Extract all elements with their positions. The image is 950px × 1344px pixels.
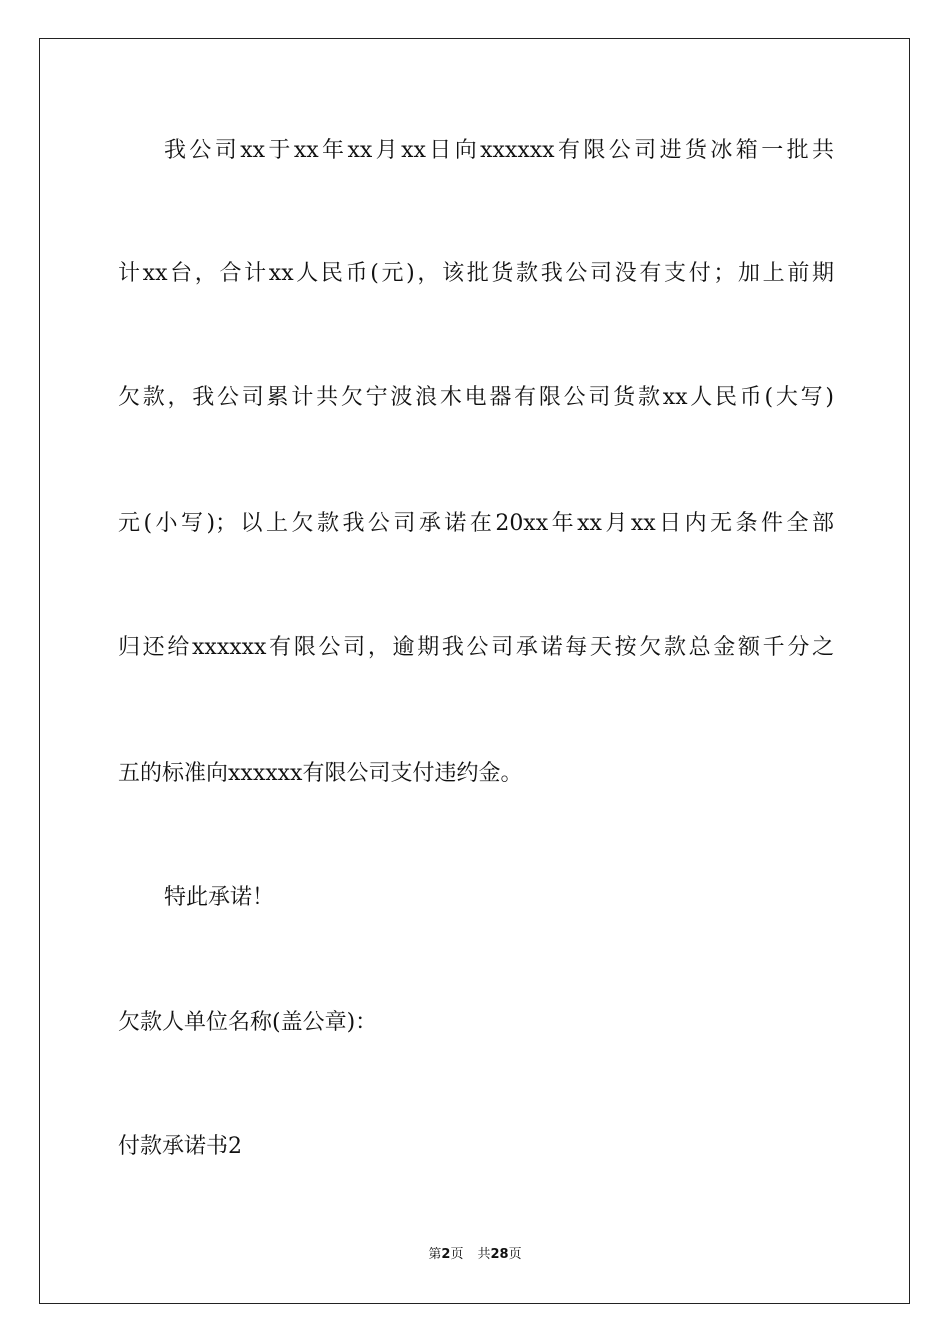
paragraph-line-4: 元(小写)；以上欠款我公司承诺在20xx年xx月xx日内无条件全部	[118, 511, 834, 536]
footer-total-suffix: 页	[508, 1247, 522, 1262]
paragraph-line-1: 我公司xx于xx年xx月xx日向xxxxxx有限公司进货冰箱一批共	[164, 138, 834, 163]
page-border	[39, 38, 910, 1304]
paragraph-line-2: 计xx台，合计xx人民币(元)，该批货款我公司没有支付；加上前期	[118, 261, 834, 286]
next-section-heading: 付款承诺书2	[118, 1134, 242, 1159]
closing-statement: 特此承诺！	[164, 885, 275, 910]
paragraph-line-5: 归还给xxxxxx有限公司，逾期我公司承诺每天按欠款总金额千分之	[118, 635, 834, 660]
paragraph-line-3: 欠款，我公司累计共欠宁波浪木电器有限公司货款xx人民币(大写)	[118, 385, 834, 410]
footer-page-suffix: 页	[450, 1247, 464, 1262]
footer-page-prefix: 第	[428, 1247, 442, 1262]
paragraph-line-6: 五的标准向xxxxxx有限公司支付违约金。	[118, 761, 523, 786]
footer-page-number: 2	[441, 1247, 451, 1262]
signature-label: 欠款人单位名称(盖公章)：	[118, 1010, 378, 1035]
footer-total-pages: 28	[490, 1247, 509, 1262]
footer-total-prefix: 共	[477, 1247, 491, 1262]
page-footer	[0, 1246, 950, 1264]
